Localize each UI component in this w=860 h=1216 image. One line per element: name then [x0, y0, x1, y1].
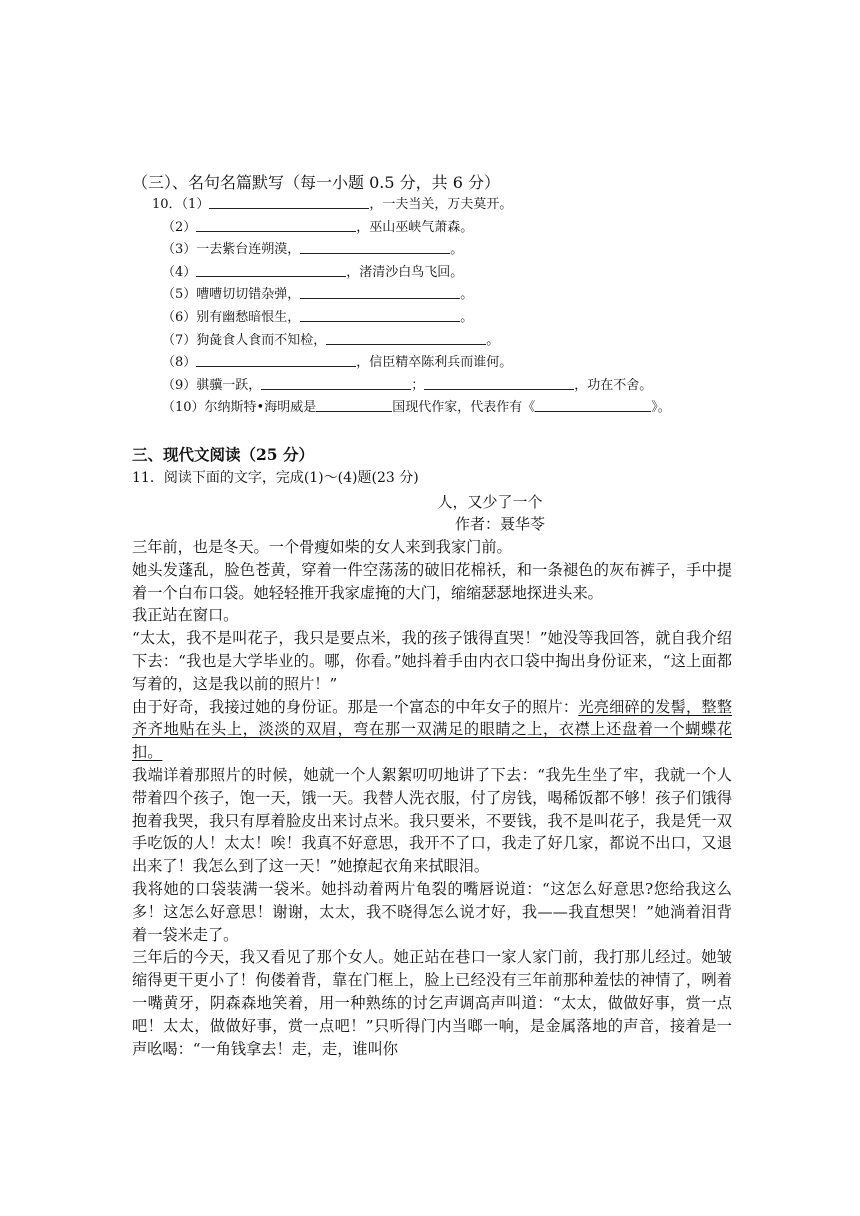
question-number: 10．: [152, 197, 182, 212]
section-title-modern-reading: 三、现代文阅读（25 分）: [132, 445, 314, 464]
underlined-passage: 光亮细碎的发髻，整整齐齐地贴在头上，淡淡的双眉，弯在那一双满足的眼睛之上，衣襟上还盘着一个蝴蝶花扣。: [132, 697, 733, 762]
question-11-prompt: 11．阅读下面的文字，完成(1)～(4)题(23 分): [132, 470, 419, 486]
recitation-questions: [152, 194, 671, 420]
question-item-9: （9）骐骥一跃， ； ，功在不舍。: [162, 375, 671, 398]
answer-blank[interactable]: [261, 375, 411, 390]
paragraph: 我正站在窗口。: [132, 606, 239, 625]
answer-blank[interactable]: [209, 194, 369, 209]
question-item-7: （7）狗彘食人食而不知检， 。: [162, 330, 671, 353]
answer-blank[interactable]: [535, 397, 651, 412]
paragraph: 我端详着那照片的时候，她就一个人絮絮叨叨地讲了下去：“我先生坐了牢，我就一个人带着四个孩子，饱一天，饿一天。我替人洗衣服，付了房钱，喝稀饭都不够！孩子们饿得抱着我哭，我只有厚着脸皮出来讨点米。我只要米，不要钱，我不是叫花子，我是凭一双手吃饭的人！太太！唉！我真不好意思，我开不了口，我走了好几家，都说不出口，又退出来了！我怎么到了这一天！”她撩起衣角来拭眼泪。: [132, 765, 732, 876]
paragraph: 她头发蓬乱，脸色苍黄，穿着一件空荡荡的破旧花棉袄，和一条褪色的灰布裤子，手中提着一个白布口袋。她轻轻推开我家虚掩的大门，缩缩瑟瑟地探进头来。: [132, 560, 732, 602]
question-item-3: （3）一去紫台连朔漠， 。: [162, 239, 671, 262]
article-body: [132, 536, 732, 1060]
answer-blank[interactable]: [300, 239, 450, 254]
answer-blank[interactable]: [300, 284, 460, 299]
paragraph-photo: 由于好奇，我接过她的身份证。那是一个富态的中年女子的照片：光亮细碎的发髻，整整齐齐地贴在头上，淡淡的双眉，弯在那一双满足的眼睛之上，衣襟上还盘着一个蝴蝶花扣。: [132, 697, 733, 762]
answer-blank[interactable]: [196, 217, 356, 232]
answer-blank[interactable]: [326, 330, 486, 345]
question-item-6: （6）别有幽愁暗恨生， 。: [162, 307, 671, 330]
paragraph: 三年前，也是冬天。一个骨瘦如柴的女人来到我家门前。: [132, 538, 512, 556]
article-author: 作者：聂华苓: [454, 515, 545, 533]
question-item-4: （4） ，渚清沙白鸟飞回。: [162, 262, 671, 285]
question-item-8: （8） ，信臣精卒陈利兵而谁何。: [162, 352, 671, 375]
answer-blank[interactable]: [424, 375, 574, 390]
question-item-5: （5）嘈嘈切切错杂弹， 。: [162, 284, 671, 307]
answer-blank[interactable]: [300, 307, 460, 322]
article-title: 人，又少了一个: [437, 493, 543, 511]
question-item-10: （10）尔纳斯特•海明威是 国现代作家，代表作有《 》。: [162, 397, 671, 420]
answer-blank[interactable]: [196, 352, 356, 367]
paragraph: 我将她的口袋装满一袋米。她抖动着两片龟裂的嘴唇说道：“这怎么好意思?您给我这么多！这怎么好意思！谢谢，太太，我不晓得怎么说才好，我——我直想哭！”她淌着泪背着一袋米走了。: [132, 879, 732, 944]
section-title-recitation: （三）、名句名篇默写（每一小题 0.5 分，共 6 分）: [132, 173, 500, 192]
paragraph: 三年后的今天，我又看见了那个女人。她正站在巷口一家人家门前，我打那儿经过。她皱缩得更干更小了！佝偻着背，靠在门框上，脸上已经没有三年前那种羞怯的神情了，咧着一嘴黄牙，阴森森地笑着，用一种熟练的讨乞声调高声叫道：“太太，做做好事，赏一点吧！太太，做做好事，赏一点吧！”只听得门内当啷一响，是金属落地的声音，接着是一声吆喝：“一角钱拿去！走，走，谁叫你: [132, 948, 732, 1058]
answer-blank[interactable]: [196, 262, 346, 277]
question-item-1: 10．（1） ，一夫当关，万夫莫开。: [152, 194, 671, 217]
question-item-2: （2） ，巫山巫峡气萧森。: [162, 217, 671, 240]
answer-blank[interactable]: [316, 397, 392, 412]
paragraph: “太太，我不是叫花子，我只是要点米，我的孩子饿得直哭！”她没等我回答，就自我介绍下去：“我也是大学毕业的。哪，你看。”她抖着手由内衣口袋中掏出身份证来，“这上面都写着的，这是我以前的照片！”: [132, 629, 732, 693]
